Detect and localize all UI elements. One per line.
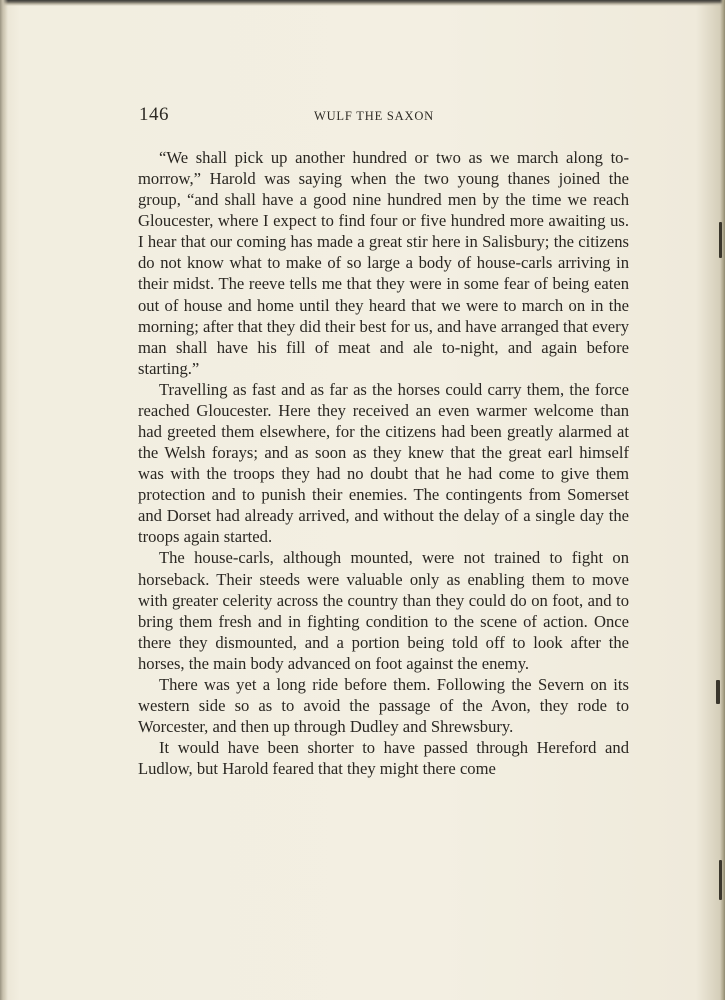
edge-mark [719, 860, 722, 900]
paragraph: There was yet a long ride before them. Following the Severn on its western side so as to avoid the passage of the Avon, they rode to Worcester, and then up through Dudley and Shrewsbury. [138, 674, 629, 737]
paragraph: Travelling as fast and as far as the horses could carry them, the force reached Gloucester. Here they received an even warmer welcome than had greeted them elsewhere, for the citizens had been greatly alarmed at the Welsh forays; and as soon as they knew that the great earl himself was with the troops they had no doubt that he had come to give them protection and to punish their enemies. The contingents from Somerset and Dorset had already arrived, and without the delay of a single day the troops again started. [138, 379, 629, 547]
edge-mark [719, 222, 722, 258]
page-fore-edge [720, 0, 725, 1000]
edge-mark [716, 680, 720, 704]
page-number: 146 [139, 104, 169, 125]
paragraph: “We shall pick up another hundred or two as we march along to-morrow,” Harold was saying when the two young thanes joined the group, “and shall have a good nine hundred men by the time we reach Gloucester, where I expect to find four or five hundred more awaiting us. I hear that our coming has made a great stir here in Salisbury; the citizens do not know what to make of so large a body of house-carls arriving in their midst. The reeve tells me that they were in some fear of being eaten out of house and home until they heard that we were to march on in the morning; after that they did their best for us, and have arranged that every man shall have his fill of meat and ale to-night, and again before starting.” [138, 148, 629, 378]
paragraph: It would have been shorter to have passed through Hereford and Ludlow, but Harold feared that they might there come [138, 738, 629, 779]
page-top-edge [0, 0, 725, 6]
running-header [139, 104, 629, 128]
page-binding-edge [0, 0, 8, 1000]
body-text [138, 147, 629, 779]
paragraph: The house-carls, although mounted, were not trained to fight on horseback. Their steeds were valuable only as enabling them to move with greater celerity across the country than they could do on foot, and to bring them fresh and in fighting condition to the scene of action. Once there they dismounted, and a portion being told off to look after the horses, the main body advanced on foot against the enemy. [138, 548, 629, 673]
running-title: WULF THE SAXON [314, 109, 434, 123]
